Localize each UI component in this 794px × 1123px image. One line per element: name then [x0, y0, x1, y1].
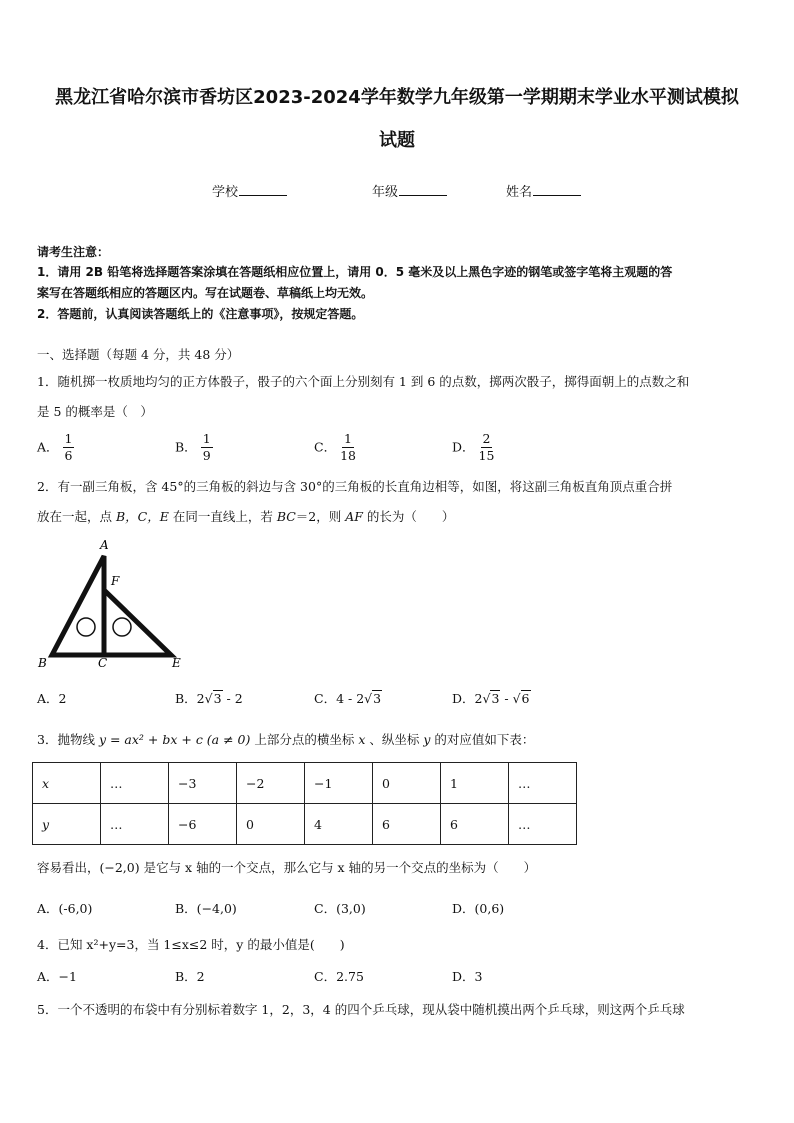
- name-field: 姓名: [506, 181, 581, 200]
- section-heading: 一、选择题（每题 4 分，共 48 分）: [37, 347, 240, 362]
- label-f: F: [111, 574, 120, 588]
- table-cell: 4: [305, 804, 373, 845]
- table-cell: −1: [305, 763, 373, 804]
- table-cell: y: [33, 804, 101, 845]
- student-info-line: [0, 181, 794, 201]
- q3-value-table: [32, 762, 577, 845]
- table-row-y: [33, 804, 577, 845]
- q1-option-d: D． $\frac{2}{15}$: [452, 431, 495, 464]
- triangle-hole-right: [113, 618, 131, 636]
- table-cell: …: [509, 804, 577, 845]
- q3-option-c: C．(3,0): [314, 901, 366, 916]
- table-cell: −2: [237, 763, 305, 804]
- label-e: E: [172, 656, 181, 670]
- notice-heading: 请考生注意：: [37, 245, 110, 259]
- label-a: A: [100, 538, 109, 552]
- school-field: 学校: [212, 181, 287, 200]
- triangle-figure: [36, 536, 186, 672]
- q1-option-a: A． $\frac{1}{6}$: [37, 431, 73, 464]
- table-cell: …: [101, 763, 169, 804]
- q5-text: 5．一个不透明的布袋中有分别标着数字 1，2，3，4 的四个乒乓球，现从袋中随机摸出两个乒乓球，则这两个乒乓球: [37, 1002, 685, 1017]
- q3-question: 容易看出，(−2,0) 是它与 x 轴的一个交点，那么它与 x 轴的另一个交点的坐标为（ ）: [37, 860, 537, 875]
- table-cell: −3: [169, 763, 237, 804]
- notice-item-1b: 案写在答题纸相应的答题区内。写在试题卷、草稿纸上均无效。: [37, 286, 374, 300]
- triangle-hole-left: [77, 618, 95, 636]
- table-cell: …: [101, 804, 169, 845]
- label-c: C: [98, 656, 108, 670]
- q4-option-a: A．−1: [37, 969, 77, 984]
- q1-line1: 1．随机掷一枚质地均匀的正方体骰子，骰子的六个面上分别刻有 1 到 6 的点数，掷两次骰子，掷得面朝上的点数之和: [37, 374, 690, 389]
- q3-option-b: B．(−4,0): [175, 901, 237, 916]
- notice-item-2: 2．答题前，认真阅读答题纸上的《注意事项》，按规定答题。: [37, 307, 364, 321]
- q2-option-b: B．2√3 - 2: [175, 691, 243, 706]
- triangle-45-outline: [52, 556, 104, 655]
- grade-field: 年级: [372, 181, 447, 200]
- q2-line2: 放在一起，点 B，C，E 在同一直线上，若 BC＝2，则 AF 的长为（ ）: [37, 509, 455, 524]
- table-cell: 0: [237, 804, 305, 845]
- table-cell: 6: [373, 804, 441, 845]
- q3-option-d: D．(0,6): [452, 901, 505, 916]
- q4-option-d: D．3: [452, 969, 483, 984]
- q1-option-c: C． $\frac{1}{18}$: [314, 431, 356, 464]
- q4-text: 4．已知 x²+y=3，当 1≤x≤2 时，y 的最小值是( ): [37, 937, 345, 952]
- name-blank: [533, 183, 581, 196]
- q3-option-a: A．(-6,0): [37, 901, 93, 916]
- table-cell: 1: [441, 763, 509, 804]
- table-cell: x: [33, 763, 101, 804]
- q2-option-c: C．4 - 2√3: [314, 691, 382, 706]
- school-blank: [239, 183, 287, 196]
- table-cell: 0: [373, 763, 441, 804]
- table-cell: 6: [441, 804, 509, 845]
- notice-item-1a: 1．请用 2B 铅笔将选择题答案涂填在答题纸相应位置上，请用 0．5 毫米及以上黑色字迹的钢笔或签字笔将主观题的答: [37, 265, 673, 279]
- exam-title-line2: 试题: [379, 130, 415, 151]
- grade-blank: [399, 183, 447, 196]
- table-cell: …: [509, 763, 577, 804]
- q2-option-a: A．2: [37, 691, 67, 706]
- exam-title-line1: 黑龙江省哈尔滨市香坊区2023-2024学年数学九年级第一学期期末学业水平测试模拟: [55, 87, 739, 108]
- q1-option-b: B． $\frac{1}{9}$: [175, 431, 211, 464]
- q2-line1: 2．有一副三角板，含 45°的三角板的斜边与含 30°的三角板的长直角边相等，如图，将这副三角板直角顶点重合拼: [37, 479, 673, 494]
- q3-intro: 3．抛物线 y = ax² + bx + c (a ≠ 0) 上部分点的横坐标 x 、纵坐标 y 的对应值如下表：: [37, 732, 535, 747]
- q1-line2: 是 5 的概率是（ ）: [37, 404, 153, 419]
- q4-option-c: C．2.75: [314, 969, 364, 984]
- table-cell: −6: [169, 804, 237, 845]
- q4-option-b: B．2: [175, 969, 205, 984]
- q2-option-d: D．2√3 - √6: [452, 691, 530, 706]
- label-b: B: [38, 656, 47, 670]
- table-row-x: [33, 763, 577, 804]
